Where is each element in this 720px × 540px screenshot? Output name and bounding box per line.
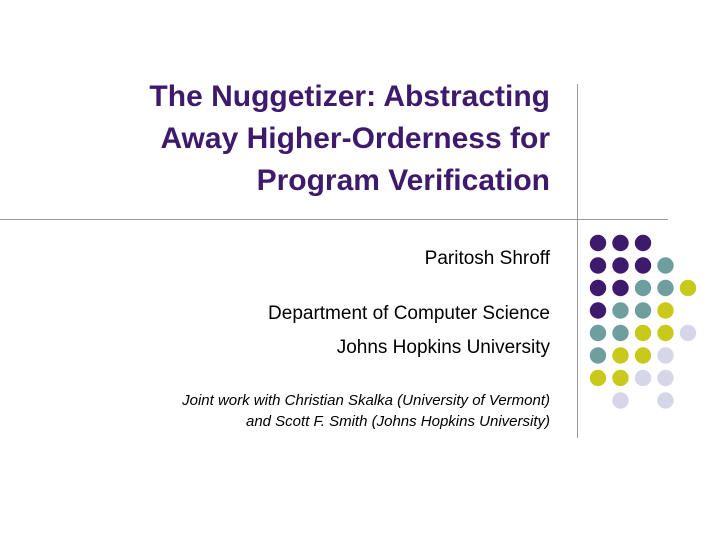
decorative-dot xyxy=(657,325,673,341)
decorative-dot xyxy=(612,257,628,273)
decorative-dot xyxy=(635,302,651,318)
title-line-1: The Nuggetizer: Abstracting xyxy=(149,80,550,113)
department: Department of Computer Science xyxy=(268,303,550,324)
decorative-dot xyxy=(635,370,651,386)
decorative-dot xyxy=(657,257,673,273)
title-line-2: Away Higher-Orderness for xyxy=(160,122,550,155)
joint-work-line-2: and Scott F. Smith (Johns Hopkins University) xyxy=(245,413,550,430)
decorative-dot xyxy=(612,347,628,363)
decorative-dot xyxy=(612,280,628,296)
decorative-dot xyxy=(657,347,673,363)
decorative-dot xyxy=(612,325,628,341)
decorative-dot xyxy=(635,347,651,363)
decorative-dot xyxy=(612,392,628,408)
decorative-dot xyxy=(635,280,651,296)
decorative-dot xyxy=(635,325,651,341)
joint-work-line-1: Joint work with Christian Skalka (University of Vermont) xyxy=(182,392,550,409)
decorative-dot xyxy=(612,302,628,318)
author-name: Paritosh Shroff xyxy=(424,248,550,269)
decorative-dot xyxy=(657,280,673,296)
decorative-dot xyxy=(590,370,606,386)
decorative-dot xyxy=(590,280,606,296)
decorative-dot xyxy=(590,325,606,341)
decorative-dot xyxy=(680,325,696,341)
decorative-dot xyxy=(635,235,651,251)
decorative-dot xyxy=(657,392,673,408)
decorative-dot xyxy=(680,280,696,296)
university: Johns Hopkins University xyxy=(336,337,550,358)
decorative-dot xyxy=(590,257,606,273)
decorative-dot xyxy=(590,302,606,318)
decorative-dot xyxy=(635,257,651,273)
decorative-dot xyxy=(612,235,628,251)
decorative-dot xyxy=(590,347,606,363)
decorative-dot xyxy=(657,302,673,318)
decorative-dot xyxy=(657,370,673,386)
decorative-dot xyxy=(590,235,606,251)
title-line-3: Program Verification xyxy=(256,164,550,197)
decorative-dot xyxy=(612,370,628,386)
